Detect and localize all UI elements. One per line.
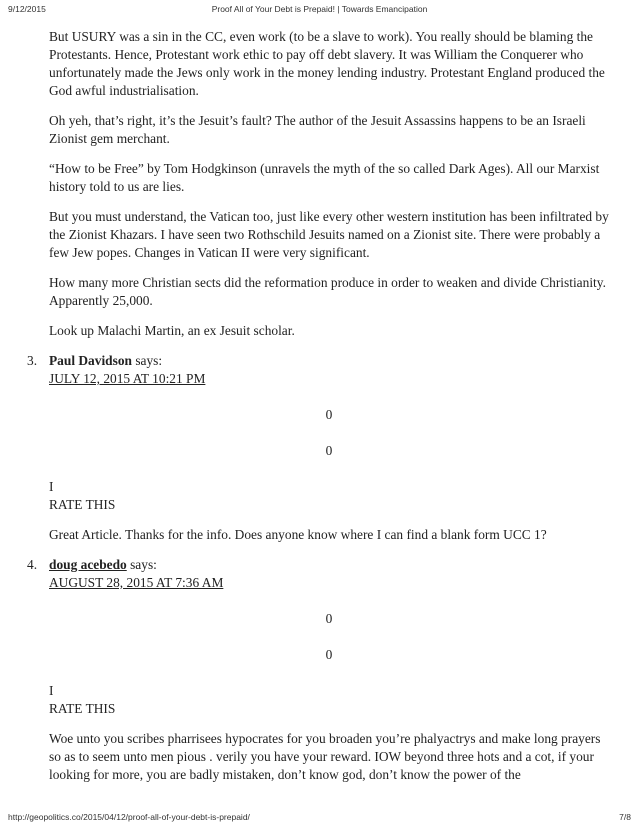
vote-up-count[interactable]: 0 [325, 407, 333, 422]
comment-paragraph: Oh yeh, that’s right, it’s the Jesuit’s fault? The author of the Jesuit Assassins happens to be an Israeli Zionist gem merchant. [49, 113, 586, 146]
comment-paragraph: “How to be Free” by Tom Hodgkinson (unravels the myth of the so called Dark Ages). All our Marxist history told to us are lies. [49, 161, 600, 194]
vote-down-count[interactable]: 0 [325, 443, 333, 458]
page-title: Proof All of Your Debt is Prepaid! | Towards Emancipation [211, 4, 428, 14]
page-number: 7/8 [619, 812, 631, 822]
comment-paragraph: How many more Christian sects did the reformation produce in order to weaken and divide Christianity. Apparently 25,000. [49, 275, 606, 308]
comment-paragraph: But USURY was a sin in the CC, even work (to be a slave to work). You really should be blaming the Protestants. Hence, Protestant work ethic to pay off debt slavery. It was William the Conquerer who unfortunately made the Jews only work in the money lending industry. Protestant England produced the God awful industrialisation. [49, 29, 605, 98]
vote-down-count[interactable]: 0 [325, 647, 333, 662]
comment-item [27, 352, 609, 544]
comment-number: 3. [27, 353, 38, 368]
comment-paragraph: But you must understand, the Vatican too, just like every other western institution has been infiltrated by the Zionist Khazars. I have seen two Rothschild Jesuits named on a Zionist site. There were probably a few Jew popes. Changes in Vatican II were very significant. [49, 209, 609, 260]
comment-author: Paul Davidson [49, 353, 132, 368]
rate-this-label: RATE THIS [49, 701, 116, 716]
comment-paragraph: Look up Malachi Martin, an ex Jesuit scholar. [49, 323, 295, 338]
rate-this-label: RATE THIS [49, 497, 116, 512]
comment-date-link[interactable]: AUGUST 28, 2015 AT 7:36 AM [49, 575, 224, 590]
rate-i: I [49, 479, 54, 494]
comment-text: Great Article. Thanks for the info. Does anyone know where I can find a blank form UCC 1? [49, 527, 547, 542]
comment-item [27, 556, 609, 784]
comment-says: says: [126, 557, 157, 572]
comment-says: says: [131, 353, 163, 368]
page-url: http://geopolitics.co/2015/04/12/proof-all-of-your-debt-is-prepaid/ [8, 812, 250, 822]
comment-date-link[interactable]: JULY 12, 2015 AT 10:21 PM [49, 371, 206, 386]
print-date: 9/12/2015 [8, 4, 46, 14]
rate-i: I [49, 683, 54, 698]
comment-text: Woe unto you scribes pharrisees hypocrates for you broaden you’re phalyactrys and make long prayers so as to seem unto men pious . verily you have your reward. IOW beyond three hots and a cot, if your looking for more, you are badly mistaken, don’t know god, don’t know the power of the [49, 731, 601, 782]
comment-author-link[interactable]: doug acebedo [49, 557, 127, 572]
page-header [0, 0, 639, 14]
comment-number: 4. [27, 557, 38, 572]
vote-up-count[interactable]: 0 [325, 611, 333, 626]
article-content [27, 28, 609, 796]
page-footer [0, 812, 639, 826]
